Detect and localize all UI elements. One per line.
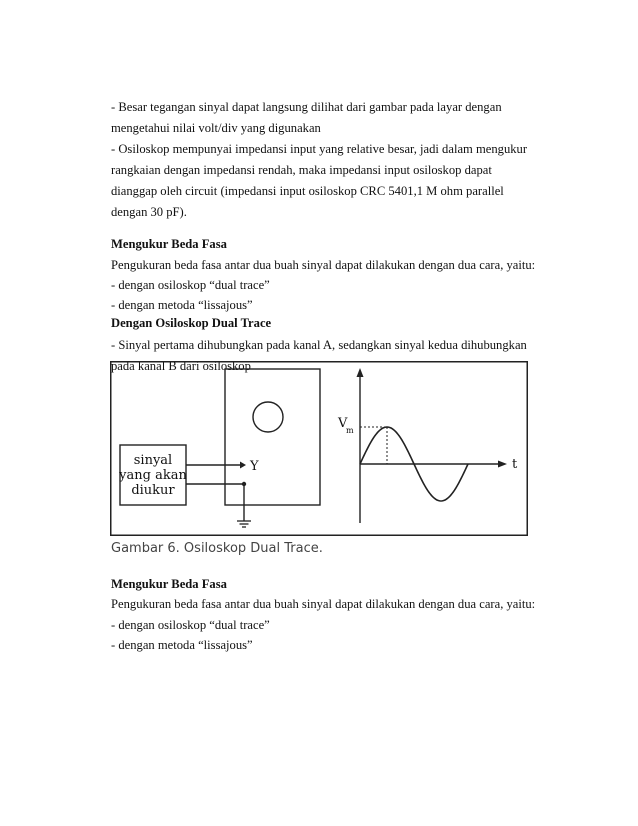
paragraph-line: - Sinyal pertama dihubungkan pada kanal A, sedangkan sinyal kedua dihubungkan bbox=[111, 338, 527, 352]
figure-caption: Gambar 6. Osiloskop Dual Trace. bbox=[111, 541, 323, 556]
paragraph-line: pada kanal B dari osiloskop bbox=[111, 359, 251, 373]
paragraph-line: rangkaian dengan impedansi rendah, maka impedansi input osiloskop dapat bbox=[111, 163, 492, 177]
y-axis-arrow-icon bbox=[357, 368, 364, 377]
section-heading: Mengukur Beda Fasa bbox=[111, 577, 227, 591]
list-item: - dengan metoda “lissajous” bbox=[111, 298, 253, 312]
amplitude-label: V bbox=[338, 416, 348, 431]
paragraph-line: mengetahui nilai volt/div yang digunakan bbox=[111, 121, 321, 135]
source-label-line: sinyal bbox=[133, 453, 173, 468]
source-label-line: yang akan bbox=[119, 468, 187, 483]
list-item: - dengan osiloskop “dual trace” bbox=[111, 278, 270, 292]
source-label-line: diukur bbox=[131, 483, 175, 498]
list-item: - dengan osiloskop “dual trace” bbox=[111, 618, 270, 632]
dual-trace-diagram bbox=[110, 361, 528, 536]
list-item: - dengan metoda “lissajous” bbox=[111, 638, 253, 652]
paragraph-line: - Osiloskop mempunyai impedansi input yang relative besar, jadi dalam mengukur bbox=[111, 142, 528, 156]
input-arrow-icon bbox=[240, 462, 246, 469]
paragraph-line: - Besar tegangan sinyal dapat langsung dilihat dari gambar pada layar dengan bbox=[111, 100, 502, 114]
figure-frame bbox=[111, 362, 528, 536]
paragraph-line: Pengukuran beda fasa antar dua buah sinyal dapat dilakukan dengan dua cara, yaitu: bbox=[111, 597, 536, 611]
input-label: Y bbox=[250, 459, 259, 474]
amplitude-subscript: m bbox=[346, 426, 354, 435]
section-heading: Mengukur Beda Fasa bbox=[111, 237, 227, 251]
subsection-heading: Dengan Osiloskop Dual Trace bbox=[111, 316, 272, 330]
paragraph-line: dengan 30 pF). bbox=[111, 205, 187, 219]
paragraph-line: Pengukuran beda fasa antar dua buah sinyal dapat dilakukan dengan dua cara, yaitu: bbox=[111, 258, 536, 272]
time-axis-label: t bbox=[512, 457, 518, 472]
oscilloscope-screen bbox=[253, 402, 283, 432]
paragraph-line: dianggap oleh circuit (impedansi input osiloskop CRC 5401,1 M ohm parallel bbox=[111, 184, 504, 198]
time-axis-arrow-icon bbox=[498, 461, 507, 468]
